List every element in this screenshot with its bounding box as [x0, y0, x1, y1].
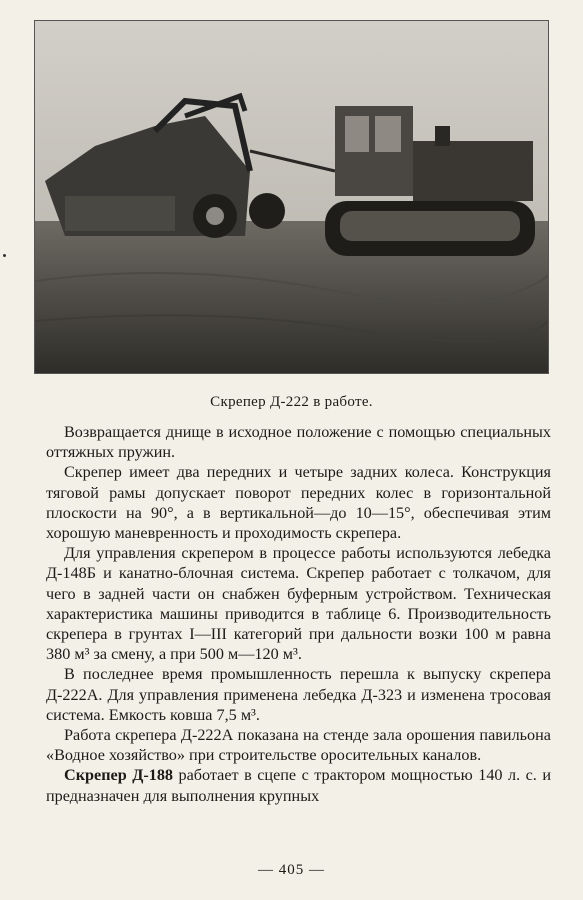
- paragraph: Возвращается днище в исходное положение с помощью специальных оттяжных пружин.: [46, 423, 551, 462]
- margin-dot: [3, 254, 6, 257]
- paragraph: В последнее время промышленность перешла к выпуску скрепера Д-222А. Для управления применена лебедка Д-323 и изменена тросовая система. Емкость ковша 7,5 м³.: [46, 665, 551, 724]
- body-text: [46, 422, 551, 806]
- page-number: — 405 —: [258, 862, 325, 878]
- paragraph-text: работает в сцепе с трактором мощностью 140 л. с. и предназначен для выполнения крупных: [46, 766, 551, 805]
- term-bold: Скрепер Д-188: [64, 766, 174, 785]
- paragraph: Работа скрепера Д-222А показана на стенде зала орошения павильона «Водное хозяйство» при строительстве оросительных каналов.: [46, 726, 551, 765]
- paragraph: Для управления скрепером в процессе работы используются лебедка Д-148Б и канатно-блочная система. Скрепер работает с толкачом, для чего в задней части он снабжен буферным устройством. Техническая характеристика машины приводится в таблице 6. Производительность скрепера в грунтах I—III категорий при дальности возки 100 м равна 380 м³ за смену, а при 500 м—120 м³.: [46, 544, 551, 664]
- figure-caption: Скрепер Д-222 в работе.: [210, 394, 373, 410]
- scraper-photo: [34, 20, 549, 374]
- paragraph: Скрепер имеет два передних и четыре задних колеса. Конструкция тяговой рамы допускает поворот передних колес в горизонтальной плоскости на 90°, а в вертикальной—до 10—15°, обеспечивая этим хорошую маневренность и проходимость скрепера.: [46, 463, 551, 543]
- paragraph: [46, 765, 551, 805]
